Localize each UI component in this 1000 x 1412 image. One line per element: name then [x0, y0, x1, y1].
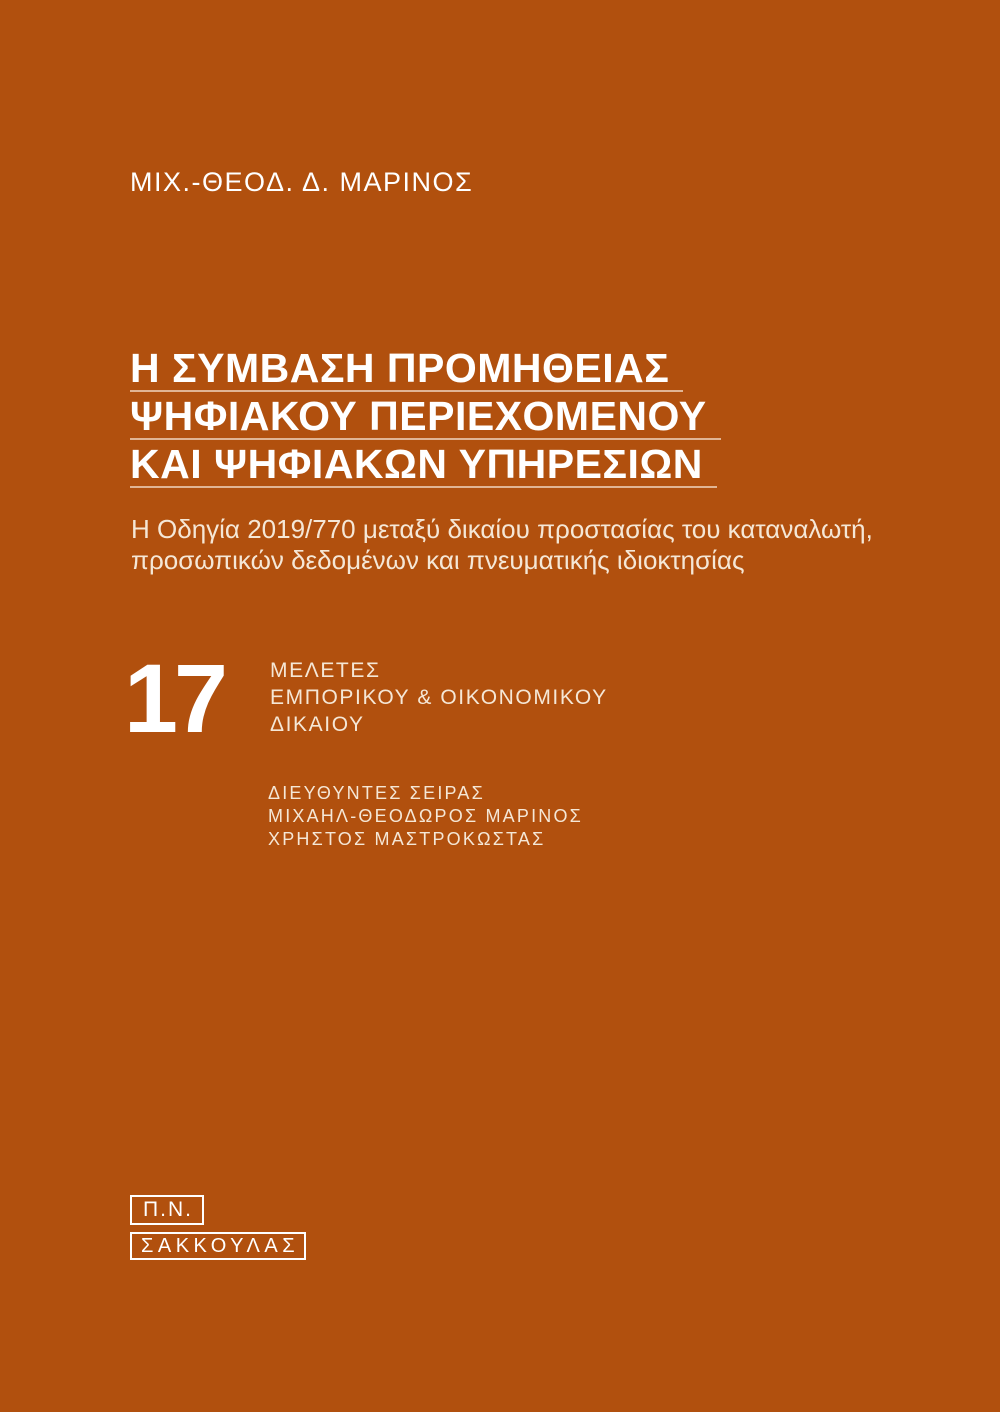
title-line-1 [130, 347, 721, 395]
subtitle-line-2: προσωπικών δεδομένων και πνευματικής ιδιοκτησίας [131, 545, 745, 575]
title-line-1-text: Η ΣΥΜΒΑΣΗ ΠΡΟΜΗΘΕΙΑΣ [130, 347, 683, 392]
subtitle-line-1: Η Οδηγία 2019/770 μεταξύ δικαίου προστασίας του καταναλωτή, [131, 514, 873, 544]
series-directors-label: ΔΙΕΥΘΥΝΤΕΣ ΣΕΙΡΑΣ [268, 783, 485, 803]
title-line-3 [130, 443, 721, 491]
series-directors [268, 782, 583, 851]
title-line-2 [130, 395, 721, 443]
series-name-line-2: ΕΜΠΟΡΙΚΟΥ & ΟΙΚΟΝΟΜΙΚΟΥ [270, 686, 608, 709]
series-name-line-3: ΔΙΚΑΙΟΥ [270, 713, 365, 736]
title-line-3-text: ΚΑΙ ΨΗΦΙΑΚΩΝ ΥΠΗΡΕΣΙΩΝ [130, 443, 717, 488]
series-name [270, 657, 608, 738]
publisher-logo [130, 1195, 306, 1260]
title-line-2-text: ΨΗΦΙΑΚΟΥ ΠΕΡΙΕΧΟΜΕΝΟΥ [130, 395, 721, 440]
series-name-line-1: ΜΕΛΕΤΕΣ [270, 659, 381, 682]
book-subtitle [131, 514, 873, 576]
book-title [130, 347, 721, 491]
series-director-1: ΜΙΧΑΗΛ-ΘΕΟΔΩΡΟΣ ΜΑΡΙΝΟΣ [268, 806, 584, 826]
publisher-initials-box: Π.Ν. [130, 1195, 204, 1225]
series-director-2: ΧΡΗΣΤΟΣ ΜΑΣΤΡΟΚΩΣΤΑΣ [268, 829, 546, 849]
series-number: 17 [124, 644, 224, 753]
author-name: ΜΙΧ.-ΘΕΟΔ. Δ. ΜΑΡΙΝΟΣ [130, 167, 474, 197]
publisher-name-box: ΣΑΚΚΟΥΛΑΣ [130, 1232, 306, 1260]
